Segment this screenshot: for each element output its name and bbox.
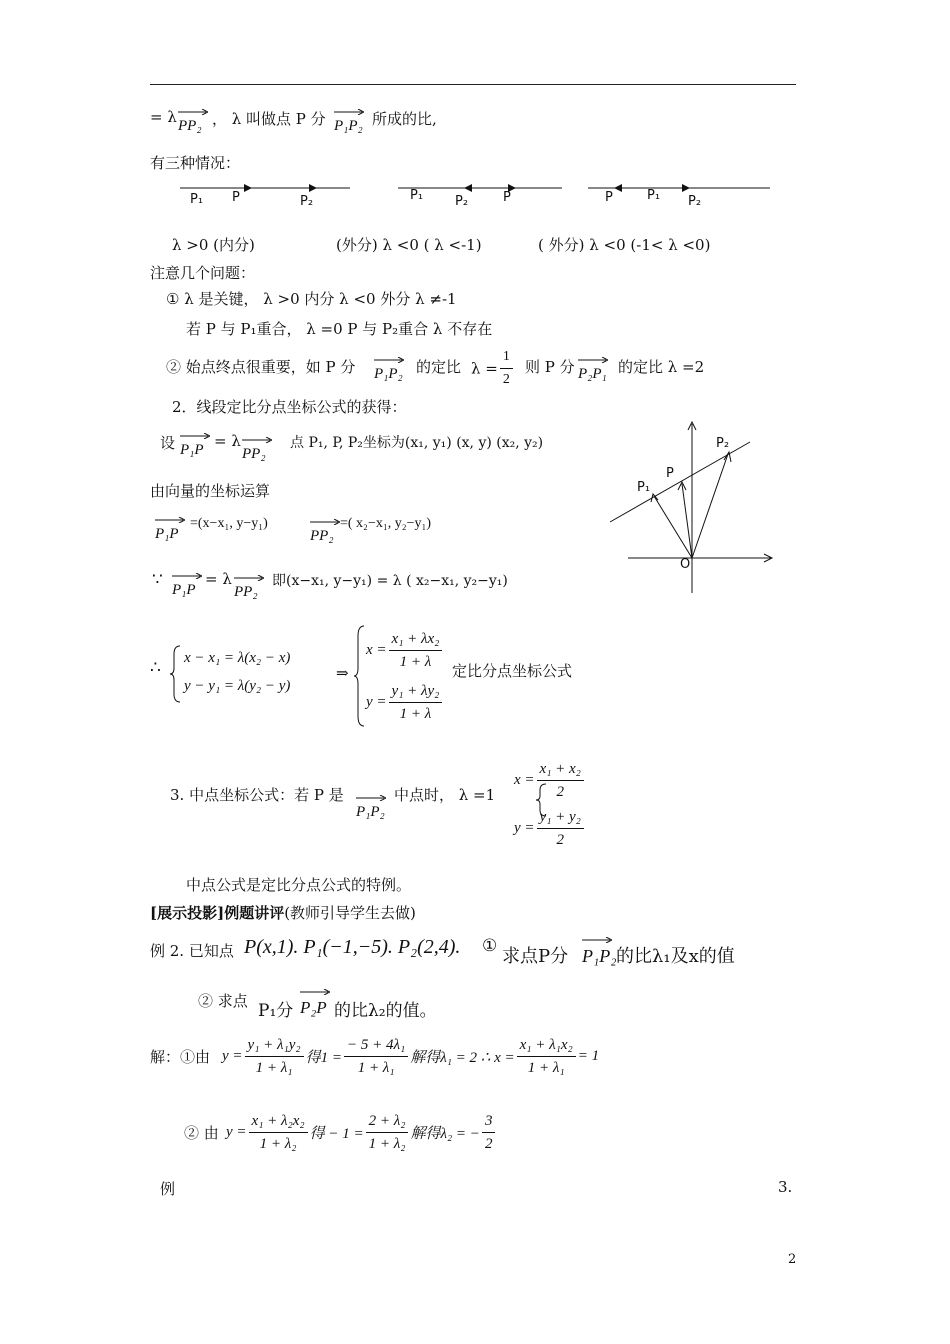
line1-text: ， λ 叫做点 P 分	[212, 110, 326, 128]
case-b-text: (外分) λ <0 ( λ <-1)	[336, 236, 482, 254]
note2-b: 的定比	[416, 358, 462, 376]
diagram-p: P	[666, 466, 674, 481]
therefore-sym: ∴	[150, 658, 161, 678]
ex2-points: P(x,1). P₁(−1,−5). P₂(2,4).	[244, 936, 461, 958]
ex3-a: 例	[160, 1180, 176, 1198]
set-eq: = λ	[214, 432, 241, 450]
case-c-p1: P₁	[647, 188, 661, 203]
note2-d: 的定比 λ =2	[618, 358, 705, 376]
vector-PP2-coord: PP₂	[310, 528, 334, 545]
left-brace-2	[354, 624, 366, 728]
because-t: 即(x−x₁, y−y₁) = λ ( x₂−x₁, y₂−y₁)	[272, 573, 508, 589]
vector-op	[682, 484, 692, 558]
case-a-p2: P₂	[300, 194, 314, 209]
sec2-title: 2．线段定比分点坐标公式的获得：	[172, 398, 407, 416]
formula-label: 定比分点坐标公式	[452, 662, 573, 680]
sol2-a: ② 由	[184, 1124, 219, 1142]
mid-x-formula: x = $\frac{\text{x₁ + x₂}}{2}$	[514, 758, 586, 803]
ex2-a: 例 2. 已知点	[150, 942, 234, 960]
vector-P1P2-note: P₁P₂	[374, 366, 403, 383]
note1b: 若 P 与 P₁重合， λ =0 P 与 P₂重合 λ 不存在	[186, 320, 493, 338]
vector-P1P2-ex2: P₁P₂	[582, 946, 617, 967]
vector-P1P-because: P₁P	[172, 582, 196, 599]
sec3-b: 中点时， λ =1	[394, 786, 496, 804]
diagram-p1: P₁	[637, 480, 651, 495]
coord-t2: =( x₂−x₁, y₂−y₁)	[340, 516, 432, 531]
header-rule	[150, 84, 796, 85]
midpoint-note: 中点公式是定比分点公式的特例。	[186, 876, 412, 894]
case-b-p: P	[503, 190, 511, 205]
vector-PP2-because: PP₂	[234, 584, 258, 601]
page-number: 2	[788, 1252, 797, 1267]
vector-PP2: PP₂	[178, 118, 202, 135]
system-eq1: x − x₁ = λ(x₂ − x)	[184, 650, 291, 666]
y-formula: y = $\frac{\text{y₁ + λy₂}}{1 + \lambda}$	[366, 680, 444, 725]
implies: ⇒	[336, 664, 349, 682]
note2-c: 则 P 分	[525, 358, 575, 376]
note2-lambda: λ = $\frac{1}{2}$	[471, 346, 515, 391]
ex2q2-b: P₁分	[258, 1001, 294, 1021]
ex2-q1b: 的比λ₁及x的值	[616, 946, 735, 967]
case-a-diagram	[180, 184, 350, 192]
case-c-p2: P₂	[688, 194, 702, 209]
line1-tail: 所成的比,	[372, 110, 437, 128]
vector-P1P2-mid: P₁P₂	[356, 804, 385, 821]
line1	[150, 108, 177, 126]
coord-op: 由向量的坐标运算	[150, 482, 271, 500]
vector-P1P-coord: P₁P	[155, 526, 179, 543]
vector-PP2-set: PP₂	[242, 446, 266, 463]
example-head: [展示投影]例题讲评(教师引导学生去做)	[150, 904, 416, 922]
set-text: 点 P₁, P, P₂坐标为(x₁, y₁) (x, y) (x₂, y₂)	[290, 435, 544, 451]
set-a: 设	[160, 434, 176, 452]
case-c-text: ( 外分) λ <0 (-1< λ <0)	[538, 236, 711, 254]
note1: ① λ 是关键， λ >0 内分 λ <0 外分 λ ≠-1	[166, 290, 457, 308]
coord-t1: =(x−x₁, y−y₁)	[190, 516, 268, 531]
mid-y-formula: y = $\frac{\text{y₁ + y₂}}{2}$	[514, 806, 586, 851]
ex2q2-c: 的比λ₂的值。	[334, 1001, 437, 1021]
ex2-q1a: 求点P分	[502, 946, 569, 967]
vector-P2P1-note: P₂P₁	[578, 366, 607, 383]
sol2-formula: y = $\frac{\text{x₁ + λ₂x₂}}{\text{1 + λ₂}}$ 得 − 1 = $\frac{\text{2 + λ₂}}{\text{1 + λ₂}}$ 解得λ₂ = − $\frac{3}{2}$	[226, 1110, 497, 1155]
case-c-p: P	[605, 190, 613, 205]
case-a-text: λ >0 (内分)	[172, 236, 255, 254]
case-diagrams	[170, 176, 770, 212]
diagram-o: O	[680, 557, 691, 572]
vector-op2	[692, 454, 728, 558]
system-eq2: y − y₁ = λ(y₂ − y)	[184, 678, 291, 694]
case-a-p1: P₁	[190, 192, 204, 207]
sol1-formula: y = $\frac{\text{y₁ + λ₁y₂}}{\text{1 + λ₁}}$ 得1 = $\frac{\text{− 5 + 4λ₁}}{\text{1 + λ₁}}$ 解得λ₁ = 2 ∴ x = $\frac{\text{x₁ + λ₁x₂}}{\text{1 + λ₁}}$ = 1	[222, 1034, 599, 1079]
three-cases: 有三种情况：	[150, 154, 241, 172]
vector-P1P2: P₁P₂	[334, 118, 363, 135]
notes-title: 注意几个问题：	[150, 264, 256, 282]
note2-a: ② 始点终点很重要，如 P 分	[166, 358, 356, 376]
sol1-a: 解：①由	[150, 1048, 211, 1066]
eq-lambda: = λ	[150, 108, 177, 126]
ex2-c1: ①	[482, 936, 498, 956]
case-b-p2: P₂	[455, 194, 469, 209]
vector-P1P-set: P₁P	[180, 442, 204, 459]
x-formula: x = $\frac{\text{x₁ + λx₂}}{1 + \lambda}$	[366, 628, 444, 673]
sec3-a: 3. 中点坐标公式：若 P 是	[170, 786, 344, 804]
because-sym: ∵	[152, 570, 163, 590]
left-brace-1	[170, 644, 182, 704]
diagram-p2: P₂	[716, 436, 730, 451]
vector-op1	[654, 496, 692, 558]
ex3-b: 3.	[778, 1178, 793, 1196]
case-a-p: P	[232, 190, 240, 205]
vector-P2P-ex2: P₂P	[300, 998, 327, 1018]
case-c-diagram	[588, 184, 770, 192]
ex2q2-a: ② 求点	[198, 992, 248, 1010]
because-eq: = λ	[205, 570, 232, 588]
case-b-p1: P₁	[410, 188, 424, 203]
